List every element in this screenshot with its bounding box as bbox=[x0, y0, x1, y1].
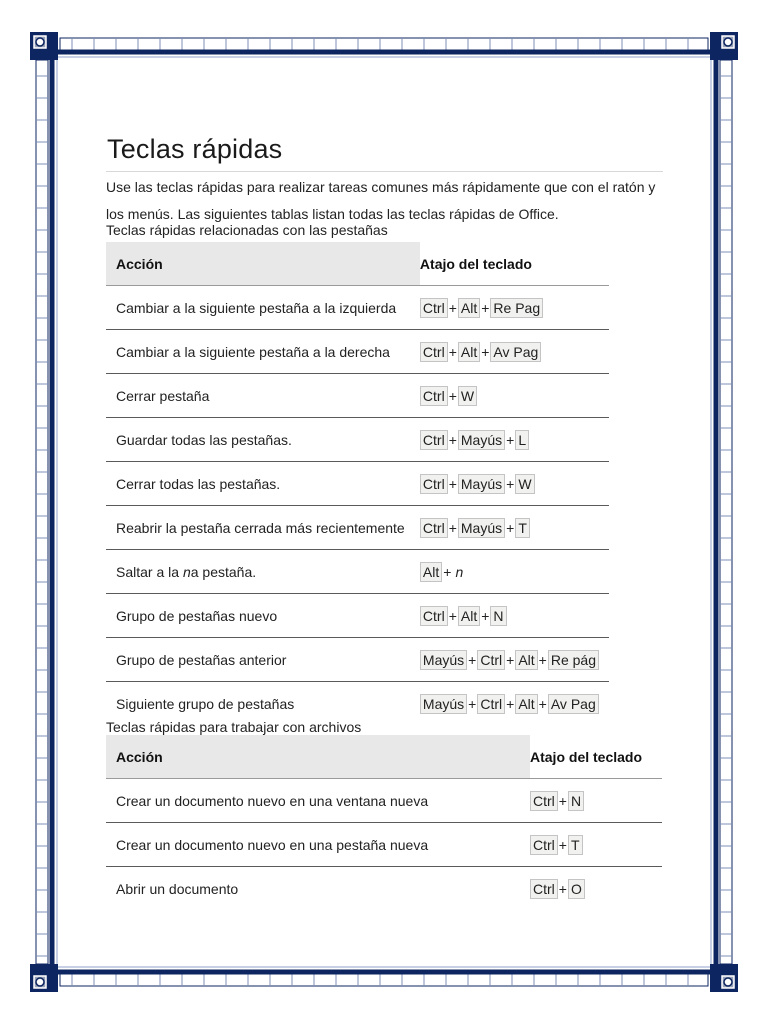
frame-ladder-bottom bbox=[60, 974, 708, 986]
shortcut-cell bbox=[530, 867, 662, 911]
document-content bbox=[106, 128, 666, 910]
table-row bbox=[106, 823, 662, 867]
intro-paragraph: Use las teclas rápidas para realizar tareas comunes más rápidamente que con el ratón y los menús. Las siguientes tablas listan todas las teclas rápidas de Office. bbox=[106, 179, 656, 222]
action-cell: Crear un documento nuevo en una pestaña nueva bbox=[106, 823, 530, 867]
plus-separator: + bbox=[558, 792, 567, 809]
keyboard-key: Alt bbox=[515, 650, 537, 670]
keyboard-key: Av Pag bbox=[490, 342, 541, 362]
keyboard-key: Re pág bbox=[548, 650, 599, 670]
plus-separator: + bbox=[481, 607, 490, 624]
table-row bbox=[106, 286, 609, 330]
keyboard-key: Ctrl bbox=[420, 342, 448, 362]
action-cell: Cambiar a la siguiente pestaña a la derecha bbox=[106, 330, 420, 374]
plus-separator: + bbox=[506, 475, 515, 492]
table-row bbox=[106, 418, 609, 462]
shortcut-cell bbox=[420, 286, 609, 330]
frame-ladder-right bbox=[720, 60, 732, 964]
plus-separator: + bbox=[448, 475, 457, 492]
action-cell: Reabrir la pestaña cerrada más recientemente bbox=[106, 506, 420, 550]
plus-separator: + bbox=[448, 431, 457, 448]
plus-separator: + bbox=[506, 651, 515, 668]
shortcut-cell bbox=[420, 506, 609, 550]
keyboard-key: Ctrl bbox=[530, 791, 558, 811]
keyboard-key: n bbox=[455, 563, 464, 580]
shortcut-cell bbox=[420, 594, 609, 638]
keyboard-key: Ctrl bbox=[420, 386, 448, 406]
action-cell: Grupo de pestañas nuevo bbox=[106, 594, 420, 638]
shortcut-cell bbox=[420, 374, 609, 418]
keyboard-key: Av Pag bbox=[548, 694, 599, 714]
shortcut-cell bbox=[420, 418, 609, 462]
table-header-row bbox=[106, 242, 609, 286]
keyboard-key: Re Pag bbox=[490, 298, 543, 318]
action-cell: Guardar todas las pestañas. bbox=[106, 418, 420, 462]
table-row bbox=[106, 550, 609, 594]
keyboard-key: Mayús bbox=[420, 694, 467, 714]
keyboard-key: Ctrl bbox=[530, 835, 558, 855]
keyboard-key: Ctrl bbox=[420, 606, 448, 626]
shortcut-cell bbox=[530, 823, 662, 867]
action-cell: Cambiar a la siguiente pestaña a la izquierda bbox=[106, 286, 420, 330]
table-row bbox=[106, 374, 609, 418]
action-cell: Siguiente grupo de pestañas bbox=[116, 695, 295, 712]
table-row bbox=[106, 330, 609, 374]
plus-separator: + bbox=[538, 695, 547, 712]
column-header-shortcut: Atajo del teclado bbox=[530, 735, 662, 779]
keyboard-key: Alt bbox=[458, 342, 480, 362]
keyboard-key: N bbox=[568, 791, 584, 811]
shortcut-cell bbox=[420, 462, 609, 506]
keyboard-key: Mayús bbox=[420, 650, 467, 670]
plus-separator: + bbox=[443, 563, 452, 580]
plus-separator: + bbox=[448, 343, 457, 360]
table-row bbox=[106, 779, 662, 823]
keyboard-key: Alt bbox=[515, 694, 537, 714]
plus-separator: + bbox=[448, 387, 457, 404]
keyboard-key: Ctrl bbox=[420, 518, 448, 538]
table-row bbox=[106, 506, 609, 550]
plus-separator: + bbox=[448, 607, 457, 624]
plus-separator: + bbox=[448, 519, 457, 536]
table-row bbox=[106, 638, 609, 682]
keyboard-key: T bbox=[568, 835, 583, 855]
frame-corner-top-right-dot bbox=[724, 38, 732, 46]
table-row bbox=[106, 462, 609, 506]
plus-separator: + bbox=[506, 695, 515, 712]
plus-separator: + bbox=[481, 299, 490, 316]
tabs-shortcuts-table bbox=[106, 242, 609, 725]
table-row bbox=[106, 594, 609, 638]
action-cell bbox=[106, 550, 420, 594]
plus-separator: + bbox=[558, 880, 567, 897]
plus-separator: + bbox=[468, 695, 477, 712]
keyboard-key: Mayús bbox=[458, 474, 505, 494]
keyboard-key: Ctrl bbox=[477, 694, 505, 714]
keyboard-key: Alt bbox=[420, 562, 442, 582]
keyboard-key: Ctrl bbox=[420, 474, 448, 494]
action-cell: Cerrar pestaña bbox=[106, 374, 420, 418]
table-header-row bbox=[106, 735, 662, 779]
action-variable: n bbox=[182, 563, 191, 580]
keyboard-key: Ctrl bbox=[477, 650, 505, 670]
keyboard-key: N bbox=[490, 606, 506, 626]
column-header-action: Acción bbox=[106, 735, 530, 779]
keyboard-key: O bbox=[568, 879, 585, 899]
shortcut-cell bbox=[420, 550, 609, 594]
plus-separator: + bbox=[448, 299, 457, 316]
frame-ladder-left bbox=[36, 60, 48, 964]
plus-separator: + bbox=[506, 431, 515, 448]
shortcut-cell bbox=[420, 638, 609, 682]
plus-separator: + bbox=[558, 836, 567, 853]
keyboard-key: Alt bbox=[458, 298, 480, 318]
keyboard-key: L bbox=[515, 430, 529, 450]
frame-corner-bottom-left-dot bbox=[36, 978, 44, 986]
action-cell: Cerrar todas las pestañas. bbox=[106, 462, 420, 506]
files-section-caption: Teclas rápidas para trabajar con archivos bbox=[106, 719, 362, 735]
keyboard-key: Ctrl bbox=[420, 298, 448, 318]
files-shortcuts-table bbox=[106, 735, 662, 910]
action-cell: Crear un documento nuevo en una ventana nueva bbox=[106, 779, 530, 823]
action-text: Saltar a la bbox=[116, 563, 183, 580]
column-header-shortcut: Atajo del teclado bbox=[420, 242, 609, 286]
plus-separator: + bbox=[468, 651, 477, 668]
column-header-action: Acción bbox=[106, 242, 420, 286]
frame-ladder-top bbox=[60, 38, 708, 50]
keyboard-key: W bbox=[458, 386, 477, 406]
action-cell: Grupo de pestañas anterior bbox=[106, 638, 420, 682]
shortcut-cell bbox=[420, 330, 609, 374]
page-title: Teclas rápidas bbox=[106, 128, 663, 172]
table-row bbox=[106, 867, 662, 911]
keyboard-key: T bbox=[515, 518, 530, 538]
keyboard-key: Alt bbox=[458, 606, 480, 626]
tabs-section-caption: Teclas rápidas relacionadas con las pestañas bbox=[106, 222, 388, 238]
shortcut-cell bbox=[530, 779, 662, 823]
plus-separator: + bbox=[481, 343, 490, 360]
keyboard-key: Ctrl bbox=[420, 430, 448, 450]
keyboard-key: W bbox=[515, 474, 534, 494]
keyboard-key: Mayús bbox=[458, 518, 505, 538]
keyboard-key: Mayús bbox=[458, 430, 505, 450]
frame-corner-top-left-dot bbox=[36, 38, 44, 46]
plus-separator: + bbox=[506, 519, 515, 536]
action-text: a pestaña. bbox=[190, 563, 257, 580]
action-cell: Abrir un documento bbox=[116, 880, 239, 897]
keyboard-key: Ctrl bbox=[530, 879, 558, 899]
frame-corner-bottom-right-dot bbox=[724, 978, 732, 986]
plus-separator: + bbox=[538, 651, 547, 668]
